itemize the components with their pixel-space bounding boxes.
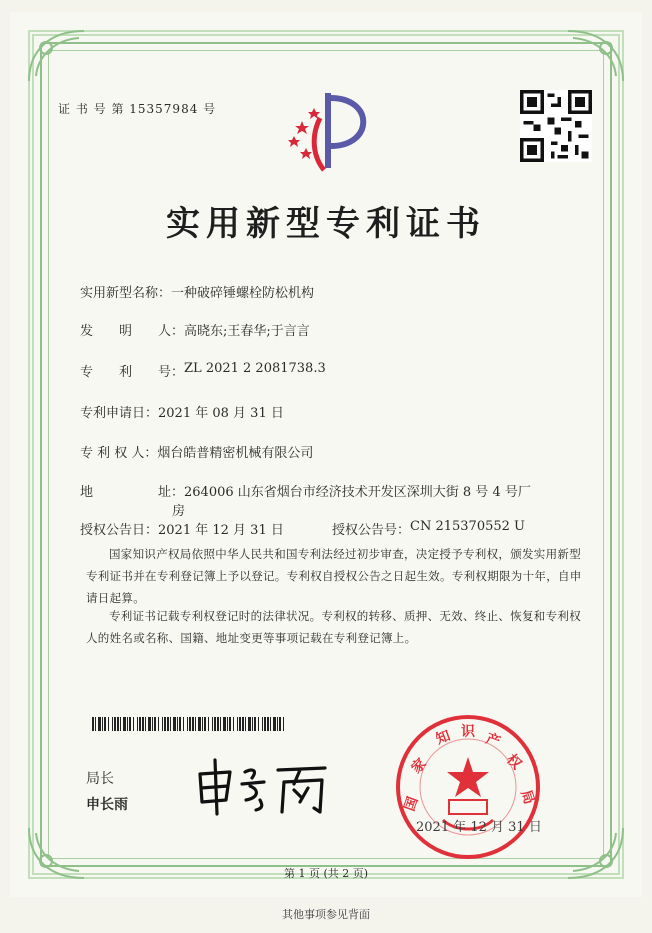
seal-date: 2021 年 12 月 31 日 — [416, 820, 542, 835]
signatory-title: 局长 — [86, 771, 114, 787]
page-number: 第 1 页 (共 2 页) — [283, 867, 369, 880]
body-paragraph-2: 专利证书记载专利权登记时的法律状况。专利权的转移、质押、无效、终止、恢复和专利权人的姓名或名称、国籍、地址变更等事项记载在专利登记簿上。 — [86, 609, 581, 645]
field-value: CN 215370552 U — [410, 519, 525, 534]
field-value: 烟台皓普精密机械有限公司 — [157, 446, 314, 461]
handwritten-signature-icon — [190, 752, 335, 822]
official-seal-icon — [393, 712, 543, 862]
field-label: 授权公告日： — [80, 523, 159, 538]
corner-ornament-top-right — [558, 26, 628, 86]
body-paragraph-1: 国家知识产权局依照中华人民共和国专利法经过初步审查，决定授予专利权，颁发实用新型专利证书并在专利登记簿上予以登记。专利权自授权公告之日起生效。专利权期限为十年，自申请日起算。 — [86, 547, 582, 605]
field-patentee — [80, 442, 313, 461]
cnipa-logo-icon — [280, 88, 380, 173]
svg-text:知: 知 — [433, 727, 453, 748]
qr-code-icon — [520, 90, 592, 162]
field-label: 专利申请日： — [80, 406, 159, 421]
svg-text:识: 识 — [461, 724, 475, 740]
field-label: 发 明 人： — [80, 324, 185, 339]
field-announcement-date — [80, 519, 284, 538]
document-title: 实用新型专利证书 — [166, 204, 486, 244]
field-label: 实用新型名称： — [80, 286, 172, 301]
footer-note: 其他事项参见背面 — [282, 908, 370, 921]
field-announcement-number — [332, 519, 525, 538]
corner-ornament-top-left — [24, 26, 94, 86]
field-value: 高晓东;王春华;于言言 — [184, 324, 310, 339]
field-label: 地 址： — [80, 485, 185, 500]
field-label: 专 利 号： — [80, 365, 185, 380]
signatory-name: 申长雨 — [86, 797, 128, 813]
field-label: 授权公告号： — [332, 523, 411, 538]
field-filing-date — [80, 402, 284, 421]
certificate-number: 证 书 号 第 15357984 号 — [58, 102, 217, 116]
svg-text:局: 局 — [517, 787, 538, 807]
barcode-icon — [92, 717, 288, 731]
field-value: 2021 年 08 月 31 日 — [158, 406, 284, 421]
field-value: ZL 2021 2 2081738.3 — [184, 361, 326, 376]
field-value: 一种破碎锤螺栓防松机构 — [171, 286, 315, 301]
svg-text:权: 权 — [503, 751, 525, 773]
field-label: 专 利 权 人： — [80, 446, 158, 461]
field-utility-model-name — [80, 282, 314, 301]
field-value: 264006 山东省烟台市经济技术开发区深圳大街 8 号 4 号厂 — [184, 485, 531, 500]
svg-text:产: 产 — [483, 730, 503, 751]
field-address — [80, 481, 531, 500]
field-value: 2021 年 12 月 31 日 — [158, 523, 284, 538]
svg-text:国: 国 — [401, 794, 422, 814]
field-address-line2 — [172, 500, 185, 519]
field-patent-number — [80, 361, 326, 380]
field-inventor — [80, 320, 310, 339]
svg-text:家: 家 — [408, 755, 430, 777]
field-value: 房 — [172, 504, 186, 519]
